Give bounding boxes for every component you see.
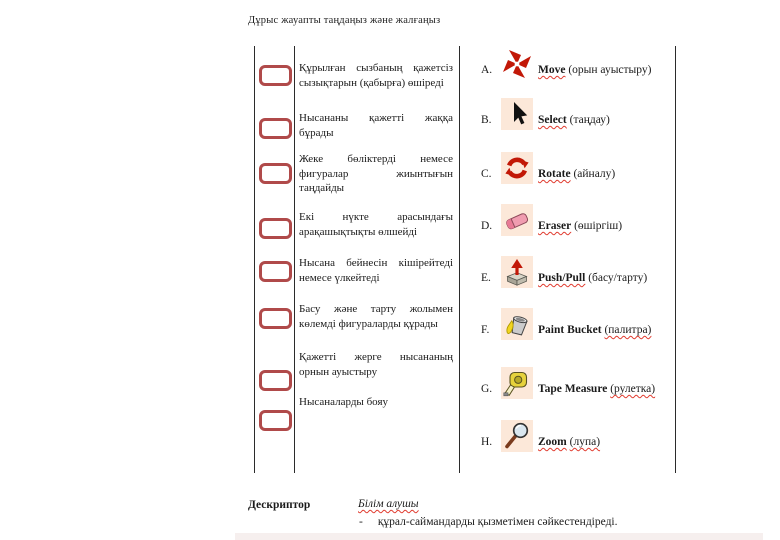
answer-box-4[interactable] <box>259 218 292 239</box>
option-letter: G. <box>481 383 493 395</box>
tool-option-select <box>481 96 610 130</box>
descriptor-label: Дескриптор <box>248 499 311 511</box>
option-label: Move (орын ауыстыру) <box>538 64 652 76</box>
option-label: Select (таңдау) <box>538 114 610 126</box>
tool-option-zoom <box>481 418 600 452</box>
answer-box-1[interactable] <box>259 65 292 86</box>
paint-bucket-icon <box>501 308 533 340</box>
option-letter: A. <box>481 64 493 76</box>
option-letter: D. <box>481 220 493 232</box>
answer-box-5[interactable] <box>259 261 292 282</box>
descriptor-bullet <box>359 516 618 528</box>
move-icon <box>501 48 533 80</box>
eraser-icon <box>501 204 533 236</box>
bullet-text: құрал-саймандарды қызметімен сәйкестендіреді. <box>377 516 618 528</box>
answer-box-6[interactable] <box>259 308 292 329</box>
description-text: Нысана бейнесін кішірейтеді немесе үлкейтеді <box>299 257 453 284</box>
option-letter: B. <box>481 114 492 126</box>
rotate-icon <box>501 152 533 184</box>
tool-option-rotate <box>481 150 615 184</box>
answer-box-2[interactable] <box>259 118 292 139</box>
option-letter: F. <box>481 324 490 336</box>
description-text: Басу және тарту жолымен көлемді фигураларды құрады <box>299 303 453 330</box>
table-border-right <box>675 46 676 473</box>
option-label: Paint Bucket (палитра) <box>538 324 652 336</box>
table-border-left <box>254 46 255 473</box>
tape-measure-icon <box>501 367 533 399</box>
descriptor-subject: Білім алушы <box>358 498 419 510</box>
tool-option-tape-measure <box>481 365 655 399</box>
option-letter: E. <box>481 272 491 284</box>
option-letter: C. <box>481 168 492 180</box>
option-label: Tape Measure (рулетка) <box>538 383 656 395</box>
tool-option-push-pull <box>481 254 647 288</box>
description-text: Нысананы қажетті жаққа бұрады <box>299 112 453 139</box>
description-text: Құрылған сызбаның қажетсіз сызықтарын (қабырға) өшіреді <box>299 62 453 89</box>
bullet-dash: - <box>359 516 363 528</box>
tool-option-move <box>481 46 651 80</box>
option-label: Zoom (лупа) <box>538 436 601 448</box>
description-text: Жеке бөліктерді немесе фигуралар жиынтығын таңдайды <box>299 153 453 194</box>
description-text: Екі нүкте арасындағы арақашықтықты өлшейді <box>299 211 453 238</box>
magnifier-icon <box>501 420 533 452</box>
answer-box-7[interactable] <box>259 370 292 391</box>
table-border-answer-column <box>294 46 295 473</box>
page-title: Дұрыс жауапты таңдаңыз және жалғаңыз <box>248 15 441 26</box>
description-text: Қажетті жерге нысананың орнын ауыстыру <box>299 351 453 378</box>
page-bottom-strip <box>235 533 763 540</box>
option-letter: H. <box>481 436 493 448</box>
answer-box-8[interactable] <box>259 410 292 431</box>
table-border-middle <box>459 46 460 473</box>
description-text: Нысаналарды бояу <box>299 396 389 408</box>
option-label: Eraser (өшіргіш) <box>538 220 623 232</box>
push-pull-icon <box>501 256 533 288</box>
tool-option-paint-bucket <box>481 306 651 340</box>
tool-option-eraser <box>481 202 622 236</box>
option-label: Push/Pull (басу/тарту) <box>538 272 648 284</box>
option-label: Rotate (айналу) <box>538 168 616 180</box>
answer-box-3[interactable] <box>259 163 292 184</box>
select-cursor-icon <box>501 98 533 130</box>
